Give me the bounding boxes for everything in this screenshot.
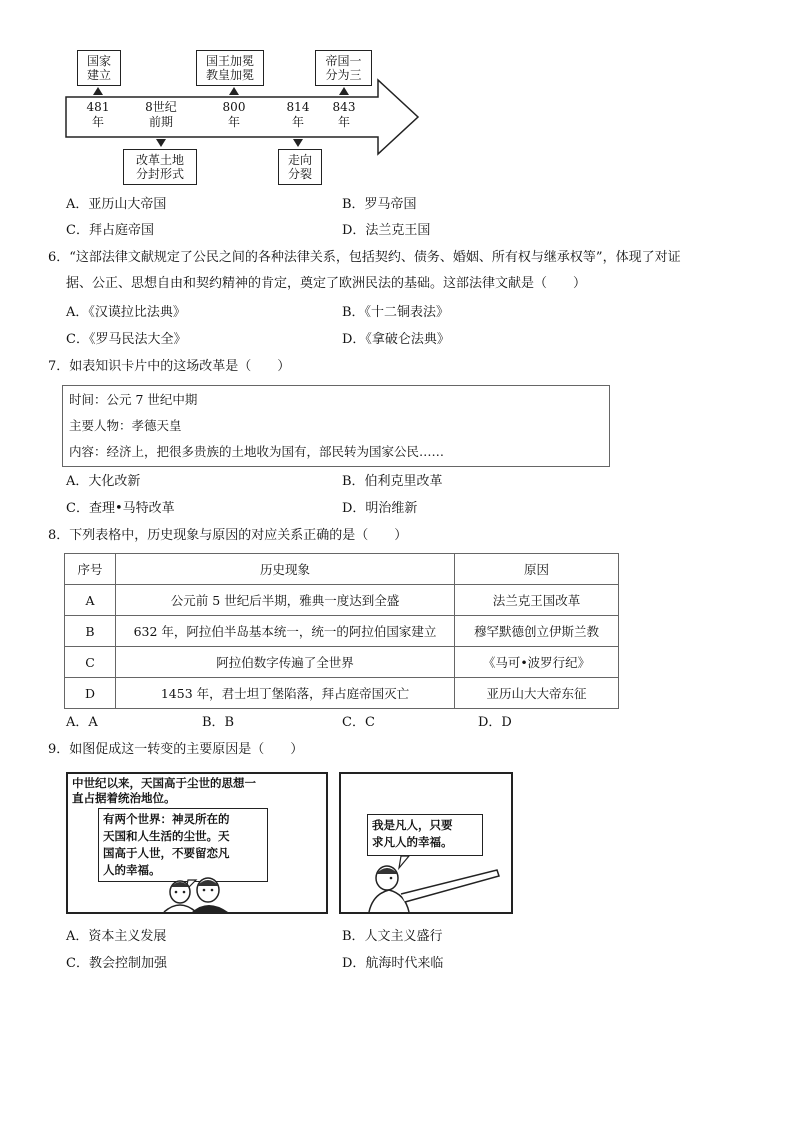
q6-stem-line2: 据、公正、思想自由和契约精神的肯定，奠定了欧洲民法的基础。这部法律文献是（ ） — [66, 276, 587, 291]
cell-reason: 法兰克王国改革 — [455, 585, 619, 616]
q7-option-d[interactable]: D．明治维新 — [342, 501, 418, 516]
table-row — [65, 585, 619, 616]
q7-option-c[interactable]: C．查理•马特改革 — [66, 501, 175, 516]
q6-option-a[interactable]: A．《汉谟拉比法典》 — [66, 305, 186, 320]
table-row — [65, 678, 619, 709]
year-843: 843 年 — [332, 100, 356, 129]
cell-phenomenon: 632 年，阿拉伯半岛基本统一，统一的阿拉伯国家建立 — [116, 616, 455, 647]
cartoon-left-panel — [66, 772, 328, 914]
cell-phenomenon: 公元前 5 世纪后半期，雅典一度达到全盛 — [116, 585, 455, 616]
cell-seq: C — [65, 647, 116, 678]
card-time: 时间：公元 7 世纪中期 — [69, 392, 198, 407]
q5-option-b[interactable]: B．罗马帝国 — [342, 197, 417, 212]
q9-option-d[interactable]: D．航海时代来临 — [342, 956, 444, 971]
cell-seq: D — [65, 678, 116, 709]
q8-table — [64, 553, 619, 709]
year-481: 481 年 — [86, 100, 110, 129]
q8-option-d[interactable]: D．D — [478, 715, 512, 730]
cell-seq: A — [65, 585, 116, 616]
cartoon-pointing-man-icon — [341, 774, 511, 912]
cell-phenomenon: 阿拉伯数字传遍了全世界 — [116, 647, 455, 678]
header-reason: 原因 — [455, 554, 619, 585]
q7-option-b[interactable]: B．伯利克里改革 — [342, 474, 443, 489]
timeline-box-state-founded: 国家 建立 — [77, 50, 121, 86]
year-814: 814 年 — [286, 100, 310, 129]
timeline-box-coronation: 国王加冕 教皇加冕 — [196, 50, 264, 86]
table-row — [65, 616, 619, 647]
timeline-box-land-reform: 改革土地 分封形式 — [123, 149, 197, 185]
q5-option-a[interactable]: A．亚历山大帝国 — [66, 197, 167, 212]
cell-reason: 《马可•波罗行纪》 — [455, 647, 619, 678]
year-800: 800 年 — [222, 100, 246, 129]
q7-option-a[interactable]: A．大化改新 — [66, 474, 141, 489]
cell-phenomenon: 1453 年，君士坦丁堡陷落，拜占庭帝国灭亡 — [116, 678, 455, 709]
year-8th-century: 8世纪 前期 — [145, 100, 177, 129]
marker-800 — [229, 87, 239, 95]
card-content: 内容：经济上，把很多贵族的土地收为国有，部民转为国家公民…… — [69, 444, 445, 459]
header-seq: 序号 — [65, 554, 116, 585]
q9-option-c[interactable]: C．教会控制加强 — [66, 956, 167, 971]
q8-stem: 8．下列表格中，历史现象与原因的对应关系正确的是（ ） — [48, 528, 408, 543]
q5-option-c[interactable]: C．拜占庭帝国 — [66, 223, 154, 238]
q8-option-a[interactable]: A．A — [66, 715, 98, 730]
timeline-diagram — [60, 40, 430, 190]
marker-814 — [293, 139, 303, 147]
q5-option-d[interactable]: D．法兰克王国 — [342, 223, 431, 238]
q9-option-b[interactable]: B．人文主义盛行 — [342, 929, 443, 944]
cartoon-figures-icon — [68, 774, 326, 912]
q6-option-d[interactable]: D．《拿破仑法典》 — [342, 332, 450, 347]
header-phenomenon: 历史现象 — [116, 554, 455, 585]
cartoon-right-panel — [339, 772, 513, 914]
q6-option-b[interactable]: B．《十二铜表法》 — [342, 305, 450, 320]
q7-knowledge-card — [62, 385, 610, 467]
q9-option-a[interactable]: A．资本主义发展 — [66, 929, 167, 944]
card-person: 主要人物：孝德天皇 — [69, 418, 182, 433]
q6-option-c[interactable]: C．《罗马民法大全》 — [66, 332, 187, 347]
q7-stem: 7．如表知识卡片中的这场改革是（ ） — [48, 359, 291, 374]
table-row — [65, 647, 619, 678]
timeline-box-fragmentation: 走向 分裂 — [278, 149, 322, 185]
q8-option-c[interactable]: C．C — [342, 715, 375, 730]
q9-stem: 9．如图促成这一转变的主要原因是（ ） — [48, 742, 304, 757]
table-header-row — [65, 554, 619, 585]
cell-reason: 亚历山大大帝东征 — [455, 678, 619, 709]
marker-843 — [339, 87, 349, 95]
cartoon-right-speech-bubble: 我是凡人，只要 求凡人的幸福。 — [367, 814, 483, 856]
q8-option-b[interactable]: B．B — [202, 715, 235, 730]
q6-stem-line1: 6．“这部法律文献规定了公民之间的各种法律关系，包括契约、债务、婚姻、所有权与继承权等”，体现了对证 — [48, 250, 681, 265]
cell-reason: 穆罕默德创立伊斯兰教 — [455, 616, 619, 647]
cell-seq: B — [65, 616, 116, 647]
cartoon-left-speech-bubble: 有两个世界：神灵所在的 天国和人生活的尘世。天 国高于人世，不要留恋凡 人的幸福。 — [98, 808, 268, 882]
timeline-box-empire-split: 帝国一 分为三 — [315, 50, 372, 86]
marker-481 — [93, 87, 103, 95]
cartoon-left-caption: 中世纪以来，天国高于尘世的思想一 直占据着统治地位。 — [72, 776, 256, 805]
marker-8c — [156, 139, 166, 147]
